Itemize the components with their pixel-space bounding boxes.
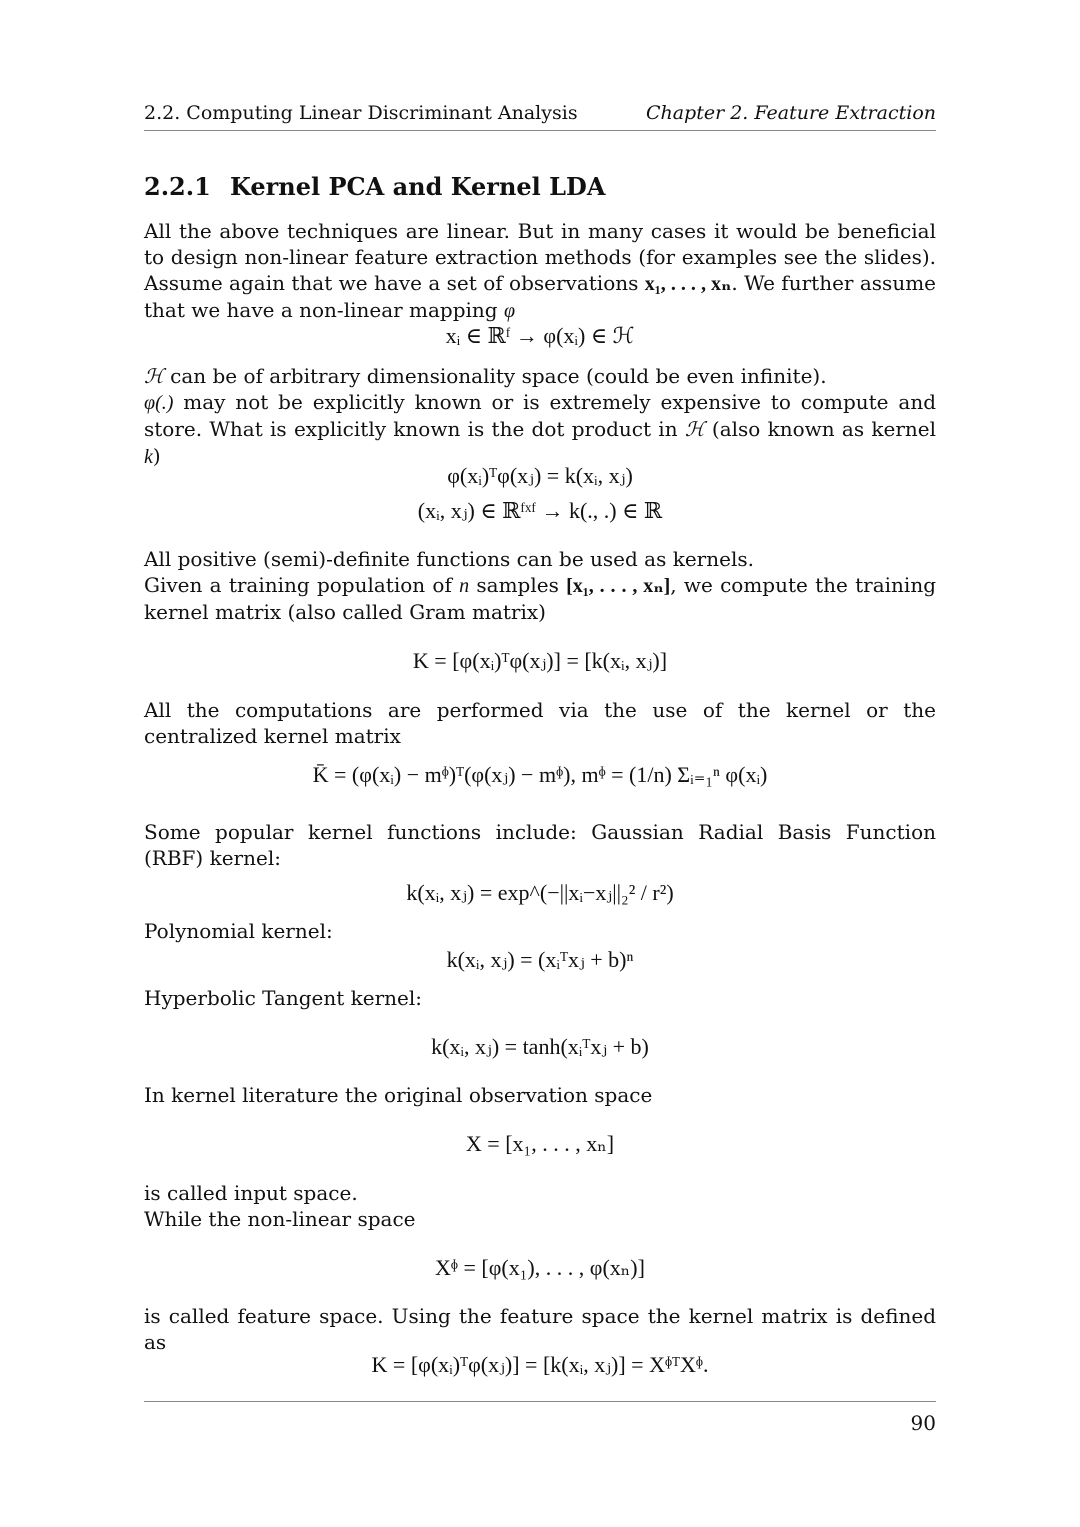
equation-kernel-domain: (xᵢ, xⱼ) ∈ ℝᶠˣᶠ → k(., .) ∈ ℝ (417, 498, 663, 523)
gram-text-c: , we compute the training kernel matrix (also called Gram matrix) (144, 573, 937, 624)
paragraph-feature-space: is called feature space. Using the feature space the kernel matrix is defined as (144, 1304, 936, 1354)
paragraph-observation-space: In kernel literature the original observation space (144, 1083, 653, 1107)
paragraph-nonlinear-space: While the non-linear space (144, 1207, 416, 1231)
section-title: Kernel PCA and Kernel LDA (230, 172, 606, 201)
intro-phi: φ (503, 300, 516, 322)
equation-polynomial-kernel: k(xᵢ, xⱼ) = (xᵢᵀxⱼ + b)ⁿ (446, 947, 634, 972)
section-number: 2.2.1 (144, 172, 211, 201)
dot-product-text-c: ) (152, 444, 161, 468)
gram-n: n (459, 575, 470, 597)
paragraph-intro (144, 218, 936, 324)
paragraph-positive-definite: All positive (semi)-definite functions can be used as kernels. (144, 547, 754, 571)
intro-text-a: All the above techniques are linear. But in many cases it would be beneficial to design non-linear feature extraction methods (for examples see the slides). Assume again that we have a set of observations (144, 219, 936, 295)
kernel-symbol: k (144, 446, 153, 468)
equation-kernel-matrix: K = [φ(xᵢ)ᵀφ(xⱼ)] = [k(xᵢ, xⱼ)] = XᶲᵀXᶲ. (371, 1352, 709, 1377)
paragraph-gram-matrix (144, 572, 936, 625)
paragraph-input-space: is called input space. (144, 1181, 358, 1205)
intro-text-b: . We further assume that we have a non-linear mapping (144, 271, 936, 322)
gram-text-b: samples (469, 573, 567, 597)
paragraph-dimensionality (144, 363, 936, 390)
equation-rbf-kernel: k(xᵢ, xⱼ) = exp^(−||xᵢ−xⱼ||₂² / r²) (406, 880, 674, 905)
paragraph-popular-kernels: Some popular kernel functions include: Gaussian Radial Basis Function (RBF) kernel: (144, 820, 936, 870)
equation-centralized-kernel: K̄ = (φ(xᵢ) − mᶲ)ᵀ(φ(xⱼ) − mᶲ), mᶲ = (1/n) Σᵢ₌₁ⁿ φ(xᵢ) (312, 762, 768, 787)
space-symbol-2: ℋ (684, 419, 705, 441)
equation-input-space: X = [x₁, . . . , xₙ] (465, 1131, 615, 1156)
header-chapter: Chapter 2. Feature Extraction (645, 102, 936, 124)
paragraph-centralized: All the computations are performed via the use of the kernel or the centralized kernel matrix (144, 698, 936, 748)
gram-text-a: Given a training population of (144, 573, 460, 597)
phi-symbol: φ(.) (144, 392, 174, 414)
running-header (144, 100, 936, 131)
dot-product-text-b: (also known as kernel (704, 417, 936, 441)
paragraph-tanh: Hyperbolic Tangent kernel: (144, 986, 423, 1010)
intro-observations: x₁, . . . , xₙ (644, 273, 732, 295)
page-number: 90 (910, 1411, 936, 1435)
footer-rule (144, 1401, 936, 1402)
dot-product-text-a: may not be explicitly known or is extremely expensive to compute and store. What is explicitly known is the dot product in (144, 390, 936, 441)
section-heading (144, 170, 605, 204)
gram-samples: [x₁, . . . , xₙ] (566, 575, 671, 597)
equation-kernel-def: φ(xᵢ)ᵀφ(xⱼ) = k(xᵢ, xⱼ) (447, 463, 633, 488)
dimensionality-text: can be of arbitrary dimensionality space (could be even infinite). (163, 364, 827, 388)
equation-tanh-kernel: k(xᵢ, xⱼ) = tanh(xᵢᵀxⱼ + b) (431, 1034, 649, 1059)
equation-feature-space: Xᶲ = [φ(x₁), . . . , φ(xₙ)] (435, 1255, 645, 1280)
paragraph-polynomial: Polynomial kernel: (144, 919, 333, 943)
equation-mapping: xᵢ ∈ ℝᶠ → φ(xᵢ) ∈ ℋ (445, 323, 635, 348)
paragraph-dot-product (144, 389, 936, 470)
space-symbol: ℋ (144, 366, 164, 388)
equation-gram-matrix: K = [φ(xᵢ)ᵀφ(xⱼ)] = [k(xᵢ, xⱼ)] (412, 648, 668, 673)
header-section: 2.2. Computing Linear Discriminant Analysis (144, 102, 578, 124)
